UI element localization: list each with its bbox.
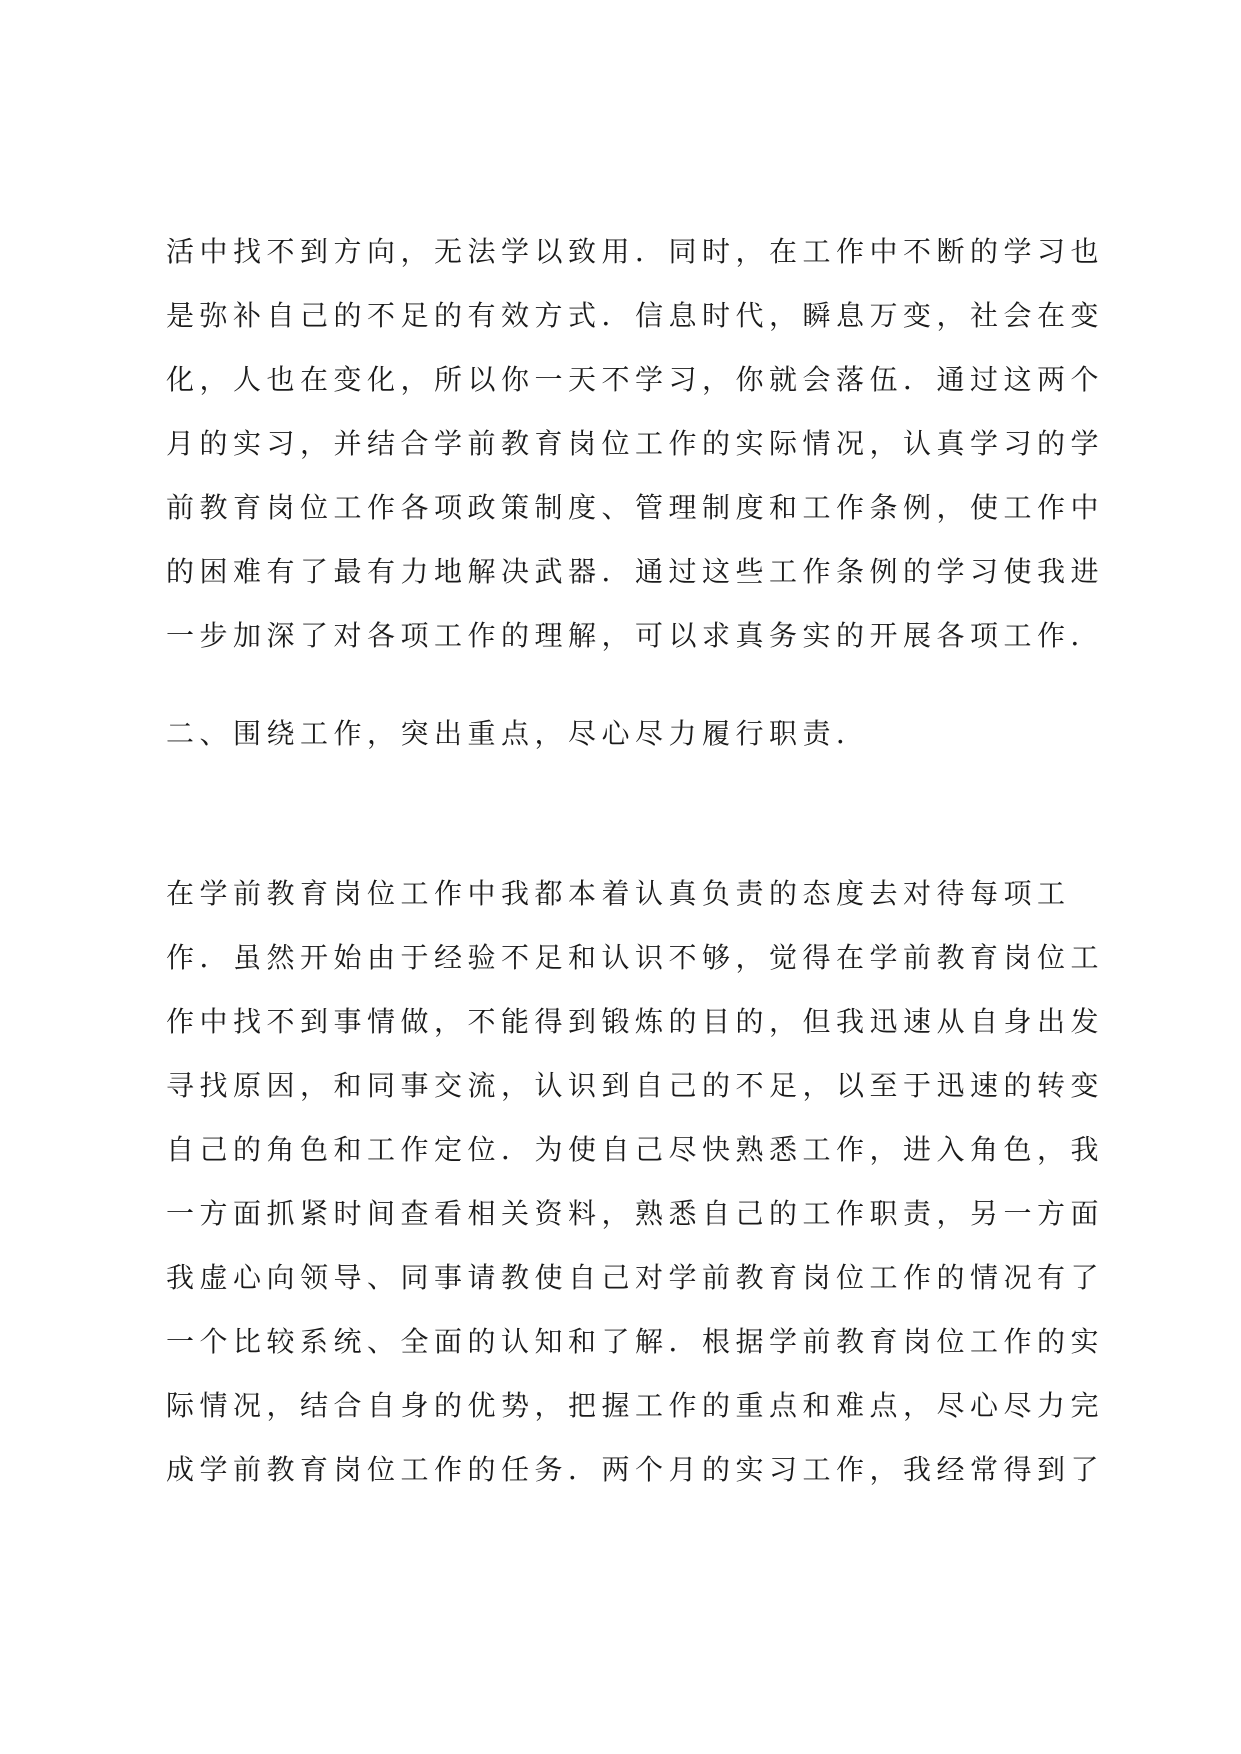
paragraph-line: 月的实习，并结合学前教育岗位工作的实际情况，认真学习的学 xyxy=(166,427,1105,460)
paragraph-line: 化，人也在变化，所以你一天不学习，你就会落伍．通过这两个 xyxy=(166,363,1105,396)
section-heading xyxy=(166,702,1096,766)
paragraph-line: 一步加深了对各项工作的理解，可以求真务实的开展各项工作． xyxy=(166,619,1105,652)
paragraph-line: 的困难有了最有力地解决武器．通过这些工作条例的学习使我进 xyxy=(166,555,1105,588)
paragraph-line: 在学前教育岗位工作中我都本着认真负责的态度去对待每项工 xyxy=(166,877,1071,910)
paragraph-line: 一方面抓紧时间查看相关资料，熟悉自己的工作职责，另一方面 xyxy=(166,1197,1105,1230)
paragraph-line: 前教育岗位工作各项政策制度、管理制度和工作条例，使工作中 xyxy=(166,491,1105,524)
paragraph-line: 是弥补自己的不足的有效方式．信息时代，瞬息万变，社会在变 xyxy=(166,299,1105,332)
paragraph-line: 成学前教育岗位工作的任务．两个月的实习工作，我经常得到了 xyxy=(166,1453,1105,1486)
paragraph-line: 我虚心向领导、同事请教使自己对学前教育岗位工作的情况有了 xyxy=(166,1261,1105,1294)
paragraph-line: 自己的角色和工作定位．为使自己尽快熟悉工作，进入角色，我 xyxy=(166,1133,1105,1166)
paragraph-line: 寻找原因，和同事交流，认识到自己的不足，以至于迅速的转变 xyxy=(166,1069,1105,1102)
paragraph-line: 作中找不到事情做，不能得到锻炼的目的，但我迅速从自身出发 xyxy=(166,1005,1105,1038)
paragraph-line: 一个比较系统、全面的认知和了解．根据学前教育岗位工作的实 xyxy=(166,1325,1105,1358)
paragraph-line: 活中找不到方向，无法学以致用．同时，在工作中不断的学习也 xyxy=(166,235,1105,268)
paragraph-1 xyxy=(166,220,1105,668)
paragraph-line: 作．虽然开始由于经验不足和认识不够，觉得在学前教育岗位工 xyxy=(166,941,1105,974)
paragraph-2 xyxy=(166,862,1105,1502)
paragraph-line: 际情况，结合自身的优势，把握工作的重点和难点，尽心尽力完 xyxy=(166,1389,1105,1422)
section-heading-text: 二、围绕工作，突出重点，尽心尽力履行职责． xyxy=(166,717,870,750)
